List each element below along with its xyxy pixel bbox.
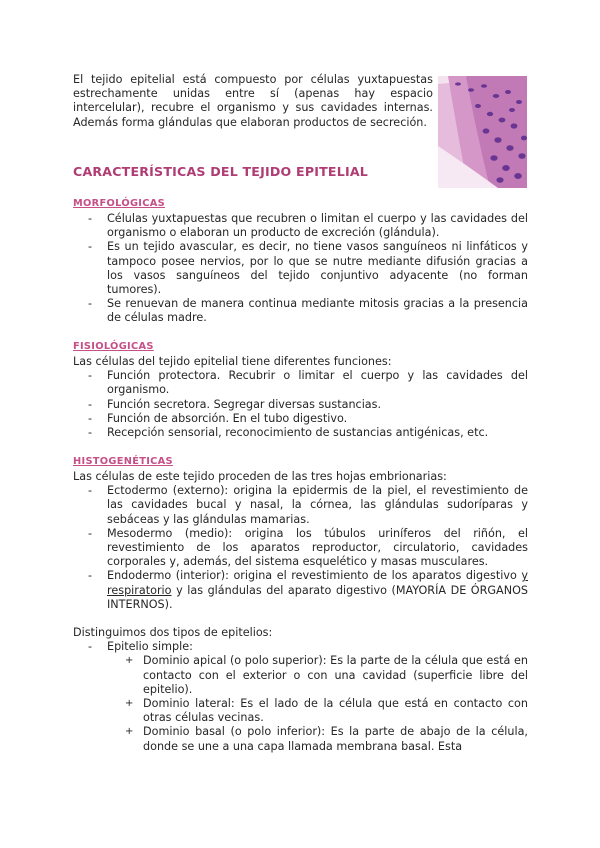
list-item-epitelio-simple (107, 640, 528, 754)
section-tipos (73, 626, 528, 754)
histogeneticas-list (73, 484, 528, 612)
histogeneticas-lead: Las células de este tejido proceden de las tres hojas embrionarias: (73, 470, 447, 483)
intro-paragraph: El tejido epitelial está compuesto por células yuxtapuestas estrechamente unidas entre sí (apenas hay espacio intercelular), recubre el organismo y sus cavidades internas. Además forma glándulas que elaboran productos de secreción. (73, 73, 433, 129)
list-item: - Células yuxtapuestas que recubren o limitan el cuerpo y las cavidades del organismo o elaboran un producto de excreción (glándula). (107, 212, 528, 240)
epitelio-simple-label: Epitelio simple: (107, 640, 193, 654)
section-title-fisiologicas: FISIOLÓGICAS (73, 341, 154, 352)
list-item: - Es un tejido avascular, es decir, no tiene vasos sanguíneos ni linfáticos y tampoco posee nervios, por lo que se nutre mediante difusión gracias a los vasos sanguíneos del tejido conjuntivo adyacente (no forman tumores). (107, 240, 528, 297)
list-item: + Dominio apical (o polo superior): Es la parte de la célula que está en contacto con el exterior o con una cavidad (superficie libre del epitelio). (143, 654, 528, 697)
section-fisiologicas (73, 340, 528, 440)
morfologicas-list (73, 212, 528, 326)
epithelium-micrograph-icon (438, 76, 527, 188)
endodermo-text-underlined: y respiratorio (107, 569, 528, 597)
dominios-list (107, 654, 528, 753)
fisiologicas-lead: Las células del tejido epitelial tiene diferentes funciones: (73, 355, 392, 368)
tipos-list (73, 640, 528, 754)
list-item-endodermo (107, 569, 528, 612)
micrograph-svg (438, 76, 527, 188)
list-item: - Función de absorción. En el tubo digestivo. (107, 412, 528, 426)
section-title-histogeneticas: HISTOGENÉTICAS (73, 456, 173, 467)
list-item: - Mesodermo (medio): origina los túbulos uriníferos del riñón, el revestimiento de los aparatos reproductor, circulatorio, cavidades corporales y, además, del sistema esquelético y masas musculares. (107, 527, 528, 570)
section-title-morfologicas: MORFOLÓGICAS (73, 198, 165, 209)
section-histogeneticas (73, 455, 528, 612)
list-item: - Se renuevan de manera continua mediante mitosis gracias a la presencia de células madre. (107, 297, 528, 325)
section-morfologicas (73, 197, 528, 326)
list-item: + Dominio basal (o polo inferior): Es la parte de abajo de la célula, donde se une a una capa llamada membrana basal. Esta (143, 725, 528, 753)
page-title: CARACTERÍSTICAS DEL TEJIDO EPITELIAL (73, 164, 369, 179)
fisiologicas-list (73, 369, 528, 440)
list-item: - Función protectora. Recubrir o limitar el cuerpo y las cavidades del organismo. (107, 369, 528, 397)
endodermo-text-end: y las glándulas del aparato digestivo (MAYORÍA DE ÓRGANOS INTERNOS). (107, 583, 528, 611)
endodermo-text-start: Endodermo (interior): origina el revestimiento de los aparatos digestivo (107, 569, 522, 583)
list-item: + Dominio lateral: Es el lado de la célula que está en contacto con otras células vecinas. (143, 697, 528, 725)
list-item: - Ectodermo (externo): origina la epidermis de la piel, el revestimiento de las cavidades bucal y nasal, la córnea, las glándulas sudoríparas y sebáceas y las glándulas mamarias. (107, 484, 528, 527)
tipos-lead: Distinguimos dos tipos de epitelios: (73, 626, 273, 639)
list-item: - Recepción sensorial, reconocimiento de sustancias antigénicas, etc. (107, 426, 528, 440)
list-item: - Función secretora. Segregar diversas sustancias. (107, 398, 528, 412)
